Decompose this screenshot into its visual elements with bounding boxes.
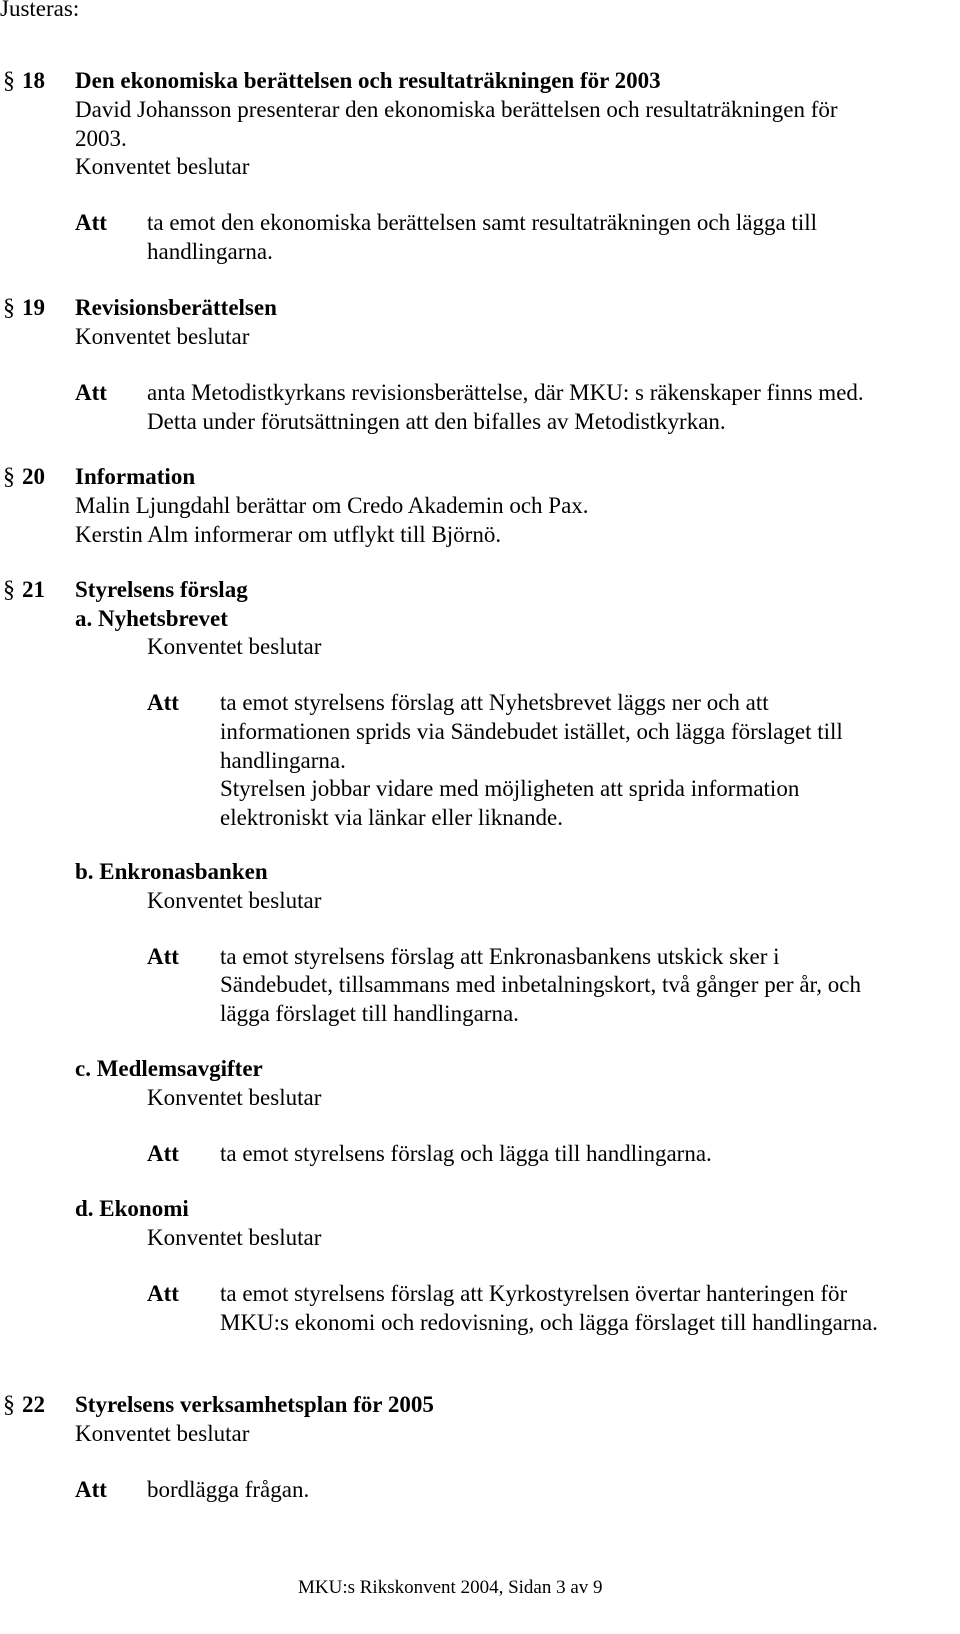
section-symbol: § <box>3 1392 15 1418</box>
att-text-line: Detta under förutsättningen att den bifalles av Metodistkyrkan. <box>147 409 726 434</box>
justeras-label: Justeras: <box>0 0 80 21</box>
subsection-title: d. Ekonomi <box>75 1196 189 1221</box>
att-label: Att <box>147 1141 179 1166</box>
decision-label: Konventet beslutar <box>75 1421 250 1446</box>
att-text-line: lägga förslaget till handlingarna. <box>220 1001 519 1026</box>
subsection-title: c. Medlemsavgifter <box>75 1056 263 1081</box>
section-number: 20 <box>22 464 45 489</box>
att-label: Att <box>147 944 179 969</box>
section-intro-line: Kerstin Alm informerar om utflykt till Björnö. <box>75 522 502 547</box>
section-title: Revisionsberättelsen <box>75 295 277 320</box>
att-label: Att <box>147 1281 179 1306</box>
section-symbol: § <box>3 295 15 321</box>
decision-label: Konventet beslutar <box>147 1085 322 1110</box>
att-text-line: handlingarna. <box>220 748 346 773</box>
att-label: Att <box>75 210 107 235</box>
decision-label: Konventet beslutar <box>147 1225 322 1250</box>
section-title: Den ekonomiska berättelsen och resultaträkningen för 2003 <box>75 68 661 93</box>
att-label: Att <box>75 1477 107 1502</box>
att-text-line: anta Metodistkyrkans revisionsberättelse, där MKU: s räkenskaper finns med. <box>147 380 864 405</box>
section-intro-line: Malin Ljungdahl berättar om Credo Akademin och Pax. <box>75 493 589 518</box>
section-title: Styrelsens förslag <box>75 577 248 602</box>
att-text-line: elektroniskt via länkar eller liknande. <box>220 805 563 830</box>
att-label: Att <box>75 380 107 405</box>
section-number: 22 <box>22 1392 45 1417</box>
att-text-line: ta emot styrelsens förslag att Nyhetsbrevet läggs ner och att <box>220 690 769 715</box>
section-number: 19 <box>22 295 45 320</box>
att-text-line: Sändebudet, tillsammans med inbetalningskort, två gånger per år, och <box>220 972 861 997</box>
att-text-line: Styrelsen jobbar vidare med möjligheten att sprida information <box>220 776 800 801</box>
decision-label: Konventet beslutar <box>75 154 250 179</box>
page-footer: MKU:s Rikskonvent 2004, Sidan 3 av 9 <box>298 1577 603 1598</box>
section-symbol: § <box>3 577 15 603</box>
att-text-line: ta emot styrelsens förslag att Kyrkostyrelsen övertar hanteringen för <box>220 1281 848 1306</box>
section-title: Information <box>75 464 196 489</box>
att-text-line: informationen sprids via Sändebudet istället, och lägga förslaget till <box>220 719 843 744</box>
section-intro-line: 2003. <box>75 126 127 151</box>
section-symbol: § <box>3 68 15 94</box>
att-text-line: handlingarna. <box>147 239 273 264</box>
decision-label: Konventet beslutar <box>75 324 250 349</box>
subsection-title: b. Enkronasbanken <box>75 859 268 884</box>
decision-label: Konventet beslutar <box>147 634 322 659</box>
att-text-line: ta emot styrelsens förslag att Enkronasbankens utskick sker i <box>220 944 780 969</box>
decision-label: Konventet beslutar <box>147 888 322 913</box>
section-title: Styrelsens verksamhetsplan för 2005 <box>75 1392 434 1417</box>
section-symbol: § <box>3 464 15 490</box>
att-text-line: ta emot den ekonomiska berättelsen samt resultaträkningen och lägga till <box>147 210 817 235</box>
att-label: Att <box>147 690 179 715</box>
subsection-title: a. Nyhetsbrevet <box>75 606 228 631</box>
att-text-line: MKU:s ekonomi och redovisning, och lägga förslaget till handlingarna. <box>220 1310 878 1335</box>
section-number: 18 <box>22 68 45 93</box>
att-text-line: ta emot styrelsens förslag och lägga till handlingarna. <box>220 1141 712 1166</box>
section-number: 21 <box>22 577 45 602</box>
section-intro-line: David Johansson presenterar den ekonomiska berättelsen och resultaträkningen för <box>75 97 838 122</box>
att-text-line: bordlägga frågan. <box>147 1477 310 1502</box>
